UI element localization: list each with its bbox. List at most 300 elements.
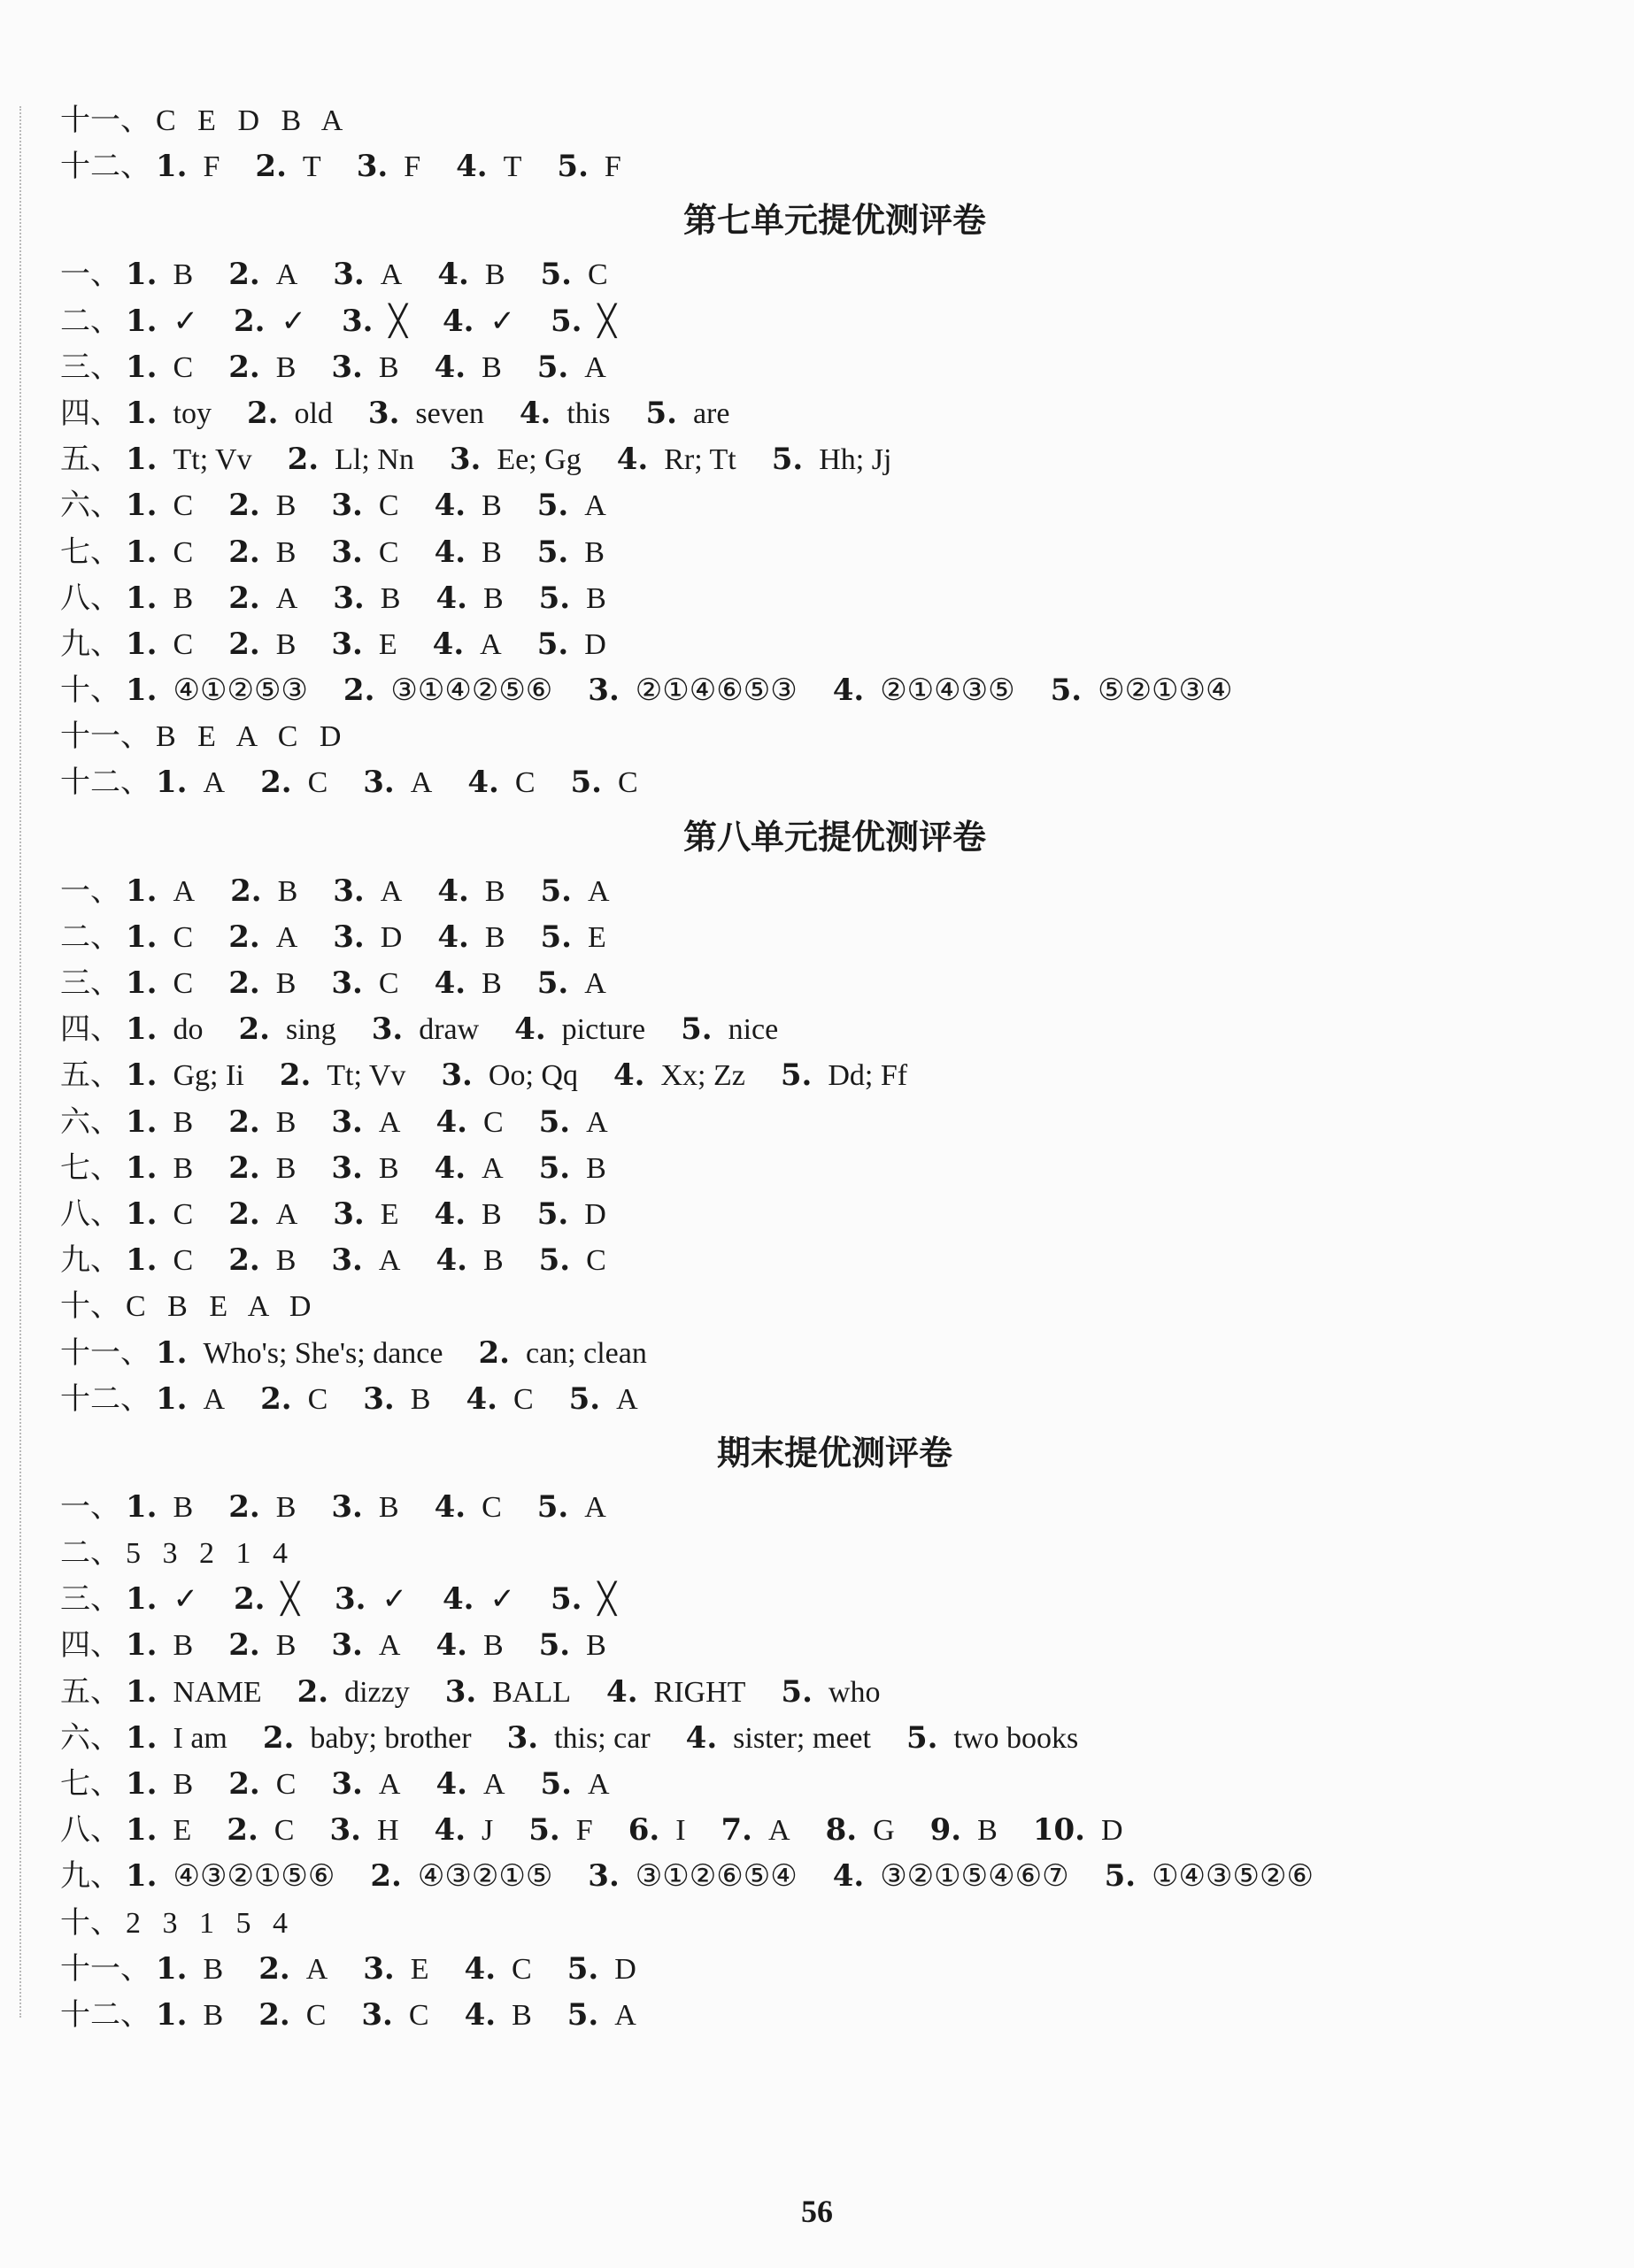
answer-item	[126, 1853, 335, 1900]
answer-item	[357, 143, 420, 190]
question-number: 3.	[331, 965, 363, 1001]
answer-text: ③②①⑤④⑥⑦	[880, 1860, 1069, 1894]
answer-item	[333, 251, 402, 298]
answer-item	[507, 1715, 651, 1762]
answer-text: B	[275, 535, 297, 569]
answer-text: B	[482, 535, 502, 569]
answer-text: B	[977, 1814, 998, 1848]
answer-text: B	[173, 1768, 194, 1801]
question-number: 4.	[434, 1149, 466, 1186]
question-group-label: 八、	[60, 1196, 120, 1232]
answer-text: A	[378, 1768, 401, 1801]
question-number: 3.	[371, 1011, 404, 1048]
question-number: 4.	[616, 442, 649, 478]
answer-item	[126, 529, 193, 576]
question-number: 3.	[331, 1149, 363, 1186]
question-group-label: 九、	[60, 626, 120, 662]
answer-item	[126, 1484, 193, 1531]
answer-text: B	[173, 1105, 194, 1139]
answer-text: B	[584, 535, 605, 569]
answer-text: C	[378, 967, 399, 1000]
answer-text: D	[380, 920, 403, 954]
answer-item	[228, 344, 296, 391]
question-group-label: 十一、	[60, 1334, 150, 1371]
question-group-label: 六、	[60, 1719, 120, 1756]
question-number: 5.	[540, 257, 572, 293]
answer-item	[228, 1145, 296, 1192]
answer-text: A	[584, 489, 606, 523]
question-number: 1.	[126, 1627, 158, 1664]
answer-item	[551, 1576, 616, 1623]
question-number: 5.	[536, 1488, 569, 1525]
answer-item	[551, 298, 616, 345]
answer-item	[520, 390, 611, 437]
question-number: 3.	[333, 257, 365, 293]
question-number: 3.	[329, 1812, 361, 1849]
answer-item	[528, 1807, 592, 1854]
answer-row	[60, 1145, 1512, 1191]
answer-item	[588, 1853, 797, 1900]
answer-text: Xx; Zz	[660, 1059, 745, 1093]
answer-item	[443, 1576, 515, 1623]
answer-row	[60, 344, 1512, 390]
answer-text: Ll; Nn	[335, 443, 414, 477]
answer-item	[445, 1669, 571, 1716]
question-group-label: 九、	[60, 1242, 120, 1279]
answer-text: C	[586, 1244, 606, 1278]
question-number: 4.	[437, 873, 469, 909]
answer-text: A	[380, 258, 403, 292]
answer-item	[435, 344, 502, 391]
question-group-label: 十、	[60, 1288, 120, 1325]
question-number: 5.	[528, 1812, 560, 1849]
answer-text: D	[1100, 1814, 1123, 1848]
answer-item	[228, 914, 297, 961]
answer-text: B	[410, 1382, 431, 1416]
question-number: 2.	[227, 1812, 258, 1849]
answer-text: C	[513, 1382, 534, 1416]
answer-item	[435, 1191, 502, 1238]
answer-text: ②①④⑥⑤③	[635, 674, 798, 708]
answer-item	[258, 1992, 326, 2039]
answer-text: A	[380, 874, 403, 908]
answer-item	[126, 1052, 244, 1099]
answer-item	[930, 1807, 998, 1854]
answer-text: Rr; Tt	[664, 443, 736, 477]
answer-row	[60, 251, 1512, 297]
question-number: 3.	[331, 1103, 363, 1140]
question-number: 4.	[435, 1766, 467, 1802]
question-group-label: 十一、	[60, 1950, 150, 1987]
answer-text: C	[618, 766, 638, 800]
answer-text: C	[173, 1197, 194, 1231]
question-number: 4.	[442, 303, 474, 339]
answer-sequence: 5 3 2 1 4	[126, 1537, 295, 1571]
question-number: 3.	[356, 149, 389, 185]
answer-item	[435, 1622, 503, 1669]
answer-text: ✓	[489, 1583, 515, 1617]
question-number: 2.	[297, 1673, 329, 1710]
answer-item	[826, 1807, 895, 1854]
answer-text: C	[305, 1998, 327, 2032]
answer-text: C	[482, 1490, 502, 1524]
answer-item	[331, 1145, 398, 1192]
question-group-label: 七、	[60, 1766, 120, 1802]
answer-text: B	[275, 967, 297, 1000]
answer-item	[126, 390, 212, 437]
answer-text: B	[482, 489, 502, 523]
answer-text: A	[203, 766, 226, 800]
question-number: 2.	[343, 673, 375, 709]
answer-item	[331, 1761, 400, 1808]
answer-row	[60, 529, 1512, 575]
answer-item	[342, 298, 407, 345]
question-number: 3.	[441, 1057, 473, 1094]
question-number: 6.	[628, 1812, 660, 1849]
answer-row	[60, 575, 1512, 621]
answer-text: C	[307, 1382, 328, 1416]
answer-item	[363, 1376, 430, 1423]
answer-item	[628, 1807, 686, 1854]
answer-text: A	[588, 874, 610, 908]
answer-text: A	[584, 350, 606, 384]
question-number: 5.	[780, 1057, 813, 1094]
question-group-label: 八、	[60, 580, 120, 616]
answer-item	[126, 1761, 193, 1808]
answer-text: Hh; Jj	[819, 443, 892, 477]
answer-text: B	[203, 1952, 224, 1986]
question-number: 3.	[588, 1858, 620, 1895]
question-number: 2.	[260, 765, 292, 801]
answer-item	[126, 1006, 204, 1053]
answer-text: B	[173, 1151, 194, 1185]
answer-text: A	[588, 1768, 610, 1801]
answer-text: B	[484, 874, 505, 908]
answer-item	[435, 482, 502, 529]
answer-item	[368, 390, 484, 437]
answer-item	[833, 667, 1015, 714]
question-number: 4.	[435, 1627, 467, 1664]
answer-text: C	[482, 1105, 504, 1139]
question-number: 2.	[230, 873, 262, 909]
answer-item	[443, 298, 515, 345]
question-group-label: 三、	[60, 1581, 120, 1618]
answer-item	[126, 1191, 193, 1238]
answer-text: F	[203, 150, 220, 184]
answer-row	[60, 713, 1512, 759]
answer-text: G	[873, 1814, 895, 1848]
answer-text: F	[575, 1814, 593, 1848]
question-number: 3.	[331, 1627, 363, 1664]
answer-text: J	[482, 1814, 494, 1848]
question-number: 5.	[567, 1996, 599, 2033]
answer-text: B	[380, 581, 401, 615]
answer-text: D	[584, 627, 606, 661]
answer-text: ╳	[597, 1583, 616, 1617]
answer-text: A	[584, 1490, 606, 1524]
answer-text: Oo; Qq	[488, 1059, 578, 1093]
answer-text: ╳	[597, 304, 616, 338]
answer-row	[60, 1099, 1512, 1145]
question-number: 2.	[228, 257, 260, 293]
answer-text: sing	[286, 1013, 336, 1047]
answer-item	[228, 1099, 296, 1146]
question-number: 2.	[258, 1996, 290, 2033]
question-number: 2.	[246, 395, 279, 431]
answer-row	[60, 143, 1512, 189]
question-number: 5.	[570, 765, 602, 801]
question-number: 4.	[832, 673, 865, 709]
question-number: 3.	[333, 1196, 365, 1232]
answer-item	[537, 960, 606, 1007]
answer-item	[331, 529, 398, 576]
answer-text: Tt; Vv	[173, 443, 252, 477]
answer-item	[335, 1576, 407, 1623]
question-number: 3.	[331, 1242, 363, 1279]
question-group-label: 十二、	[60, 1380, 150, 1417]
answer-item	[541, 868, 610, 915]
question-number: 5.	[557, 149, 589, 185]
question-number: 5.	[536, 1196, 569, 1232]
answer-row	[60, 1761, 1512, 1807]
question-number: 5.	[540, 1766, 572, 1802]
question-number: 4.	[685, 1719, 718, 1756]
answer-text: E	[173, 1814, 192, 1848]
answer-text: picture	[561, 1013, 646, 1047]
answer-item	[258, 1946, 328, 1993]
answer-text: A	[173, 874, 196, 908]
answer-row	[60, 1283, 1512, 1329]
answer-item	[331, 1237, 400, 1284]
answer-item	[126, 482, 193, 529]
question-number: 2.	[287, 442, 320, 478]
answer-item	[126, 868, 195, 915]
answer-item	[372, 1006, 479, 1053]
answer-sequence: B E A C D	[156, 720, 349, 754]
question-number: 1.	[126, 395, 158, 431]
question-number: 1.	[126, 673, 158, 709]
question-number: 1.	[156, 1950, 188, 1987]
answer-item	[781, 1052, 907, 1099]
answer-item	[331, 482, 398, 529]
answer-item	[126, 1669, 262, 1716]
answer-item	[126, 914, 193, 961]
question-group-label: 十一、	[60, 103, 150, 138]
answer-text: D	[614, 1952, 636, 1986]
question-number: 5.	[567, 1950, 599, 1987]
question-number: 1.	[126, 488, 158, 524]
answer-item	[781, 1669, 880, 1716]
answer-item	[681, 1006, 778, 1053]
answer-item	[228, 1484, 296, 1531]
answer-item	[126, 251, 193, 298]
section-title: 期末提优测评卷	[716, 1433, 952, 1472]
answer-item	[441, 1052, 578, 1099]
question-number: 1.	[126, 1719, 158, 1756]
answer-item	[833, 1853, 1069, 1900]
question-number: 4.	[466, 1380, 497, 1417]
answer-text: B	[378, 350, 399, 384]
answer-item	[126, 575, 193, 622]
answer-item	[126, 344, 193, 391]
binding-margin-line	[19, 106, 21, 2018]
question-number: 4.	[435, 580, 467, 616]
question-number: 3.	[444, 1673, 477, 1710]
answer-text: B	[203, 1998, 224, 2032]
answer-text: A	[482, 1768, 505, 1801]
answer-row	[60, 436, 1512, 482]
answer-item	[361, 1992, 428, 2039]
answer-item	[435, 575, 503, 622]
question-number: 3.	[331, 1766, 363, 1802]
question-number: 3.	[588, 673, 620, 709]
answer-text: A	[768, 1814, 790, 1848]
question-group-label: 三、	[60, 349, 120, 385]
question-number: 4.	[434, 1488, 466, 1525]
question-number: 3.	[331, 626, 363, 662]
answer-text: toy	[173, 396, 212, 430]
answer-text: A	[584, 967, 606, 1000]
answer-text: ✓	[173, 1583, 198, 1617]
answer-text: C	[512, 1952, 532, 1986]
question-number: 2.	[260, 1380, 292, 1417]
answer-item	[514, 1006, 645, 1053]
answer-row	[60, 868, 1512, 914]
question-number: 5.	[536, 534, 569, 570]
answer-row	[60, 1992, 1512, 2038]
answer-text: B	[586, 1629, 606, 1663]
answer-item	[537, 529, 605, 576]
question-number: 5.	[568, 1380, 601, 1417]
answer-text: B	[378, 1490, 399, 1524]
answer-text: ②①④③⑤	[880, 674, 1015, 708]
answer-text: ④①②⑤③	[173, 674, 308, 708]
question-number: 2.	[228, 1627, 260, 1664]
question-group-label: 四、	[60, 1627, 120, 1664]
answer-text: ✓	[489, 304, 515, 338]
answer-row	[60, 1191, 1512, 1237]
answer-text: C	[173, 535, 194, 569]
answer-item	[588, 667, 797, 714]
answer-text: dizzy	[344, 1675, 410, 1709]
answer-text: do	[173, 1013, 204, 1047]
answer-item	[537, 1191, 606, 1238]
question-number: 4.	[434, 349, 466, 385]
answer-item	[541, 1761, 610, 1808]
answer-text: B	[482, 350, 502, 384]
answer-item	[126, 436, 252, 483]
question-number: 5.	[536, 626, 569, 662]
answer-item	[906, 1715, 1078, 1762]
answer-text: ③①②⑥⑤④	[635, 1860, 798, 1894]
answer-item	[537, 344, 606, 391]
answer-item	[331, 960, 398, 1007]
answer-text: ✓	[173, 304, 198, 338]
question-group-label: 二、	[60, 303, 120, 339]
question-number: 5.	[540, 919, 572, 955]
answer-item	[260, 1376, 328, 1423]
question-number: 3.	[449, 442, 482, 478]
question-number: 3.	[333, 919, 365, 955]
answer-text: A	[614, 1998, 636, 2032]
answer-item	[333, 575, 400, 622]
answer-item	[126, 1237, 193, 1284]
answer-item	[539, 1237, 606, 1284]
question-group-label: 二、	[60, 919, 120, 955]
answer-item	[228, 1191, 297, 1238]
answer-item	[288, 436, 414, 483]
question-number: 3.	[333, 873, 365, 909]
answer-text: B	[275, 627, 297, 661]
answer-item	[331, 344, 398, 391]
answer-text: F	[404, 150, 421, 184]
question-number: 1.	[156, 765, 188, 801]
answer-item	[569, 1376, 638, 1423]
question-number: 5.	[1104, 1858, 1137, 1895]
answer-text: C	[408, 1998, 429, 2032]
answer-item	[1033, 1807, 1123, 1854]
answer-text: B	[586, 1151, 606, 1185]
answer-item	[126, 1576, 198, 1623]
answer-text: H	[376, 1814, 399, 1848]
question-number: 2.	[228, 1766, 260, 1802]
answer-item	[435, 1484, 502, 1531]
answer-item	[228, 529, 296, 576]
answer-item	[435, 1099, 503, 1146]
answer-item	[228, 575, 297, 622]
question-number: 5.	[538, 1103, 571, 1140]
question-number: 3.	[363, 1950, 395, 1987]
question-number: 4.	[435, 1103, 467, 1140]
answer-text: ╳	[281, 1583, 299, 1617]
answer-item	[772, 436, 892, 483]
question-number: 4.	[434, 534, 466, 570]
answer-text: A	[410, 766, 433, 800]
question-group-label: 十一、	[60, 719, 150, 755]
question-number: 5.	[1050, 673, 1083, 709]
answer-item	[228, 1761, 296, 1808]
answer-text: B	[275, 1490, 297, 1524]
answer-text: ✓	[382, 1583, 407, 1617]
question-number: 4.	[514, 1011, 546, 1048]
question-group-label: 十二、	[60, 149, 150, 185]
answer-item	[234, 1576, 299, 1623]
question-number: 1.	[156, 1334, 188, 1371]
question-group-label: 七、	[60, 1149, 120, 1186]
question-number: 10.	[1032, 1812, 1085, 1849]
answer-text: Dd; Ff	[828, 1059, 908, 1093]
answer-text: C	[274, 1814, 295, 1848]
answer-item	[255, 143, 320, 190]
question-number: 1.	[126, 919, 158, 955]
answer-row	[60, 1330, 1512, 1376]
question-number: 2.	[234, 303, 266, 339]
answer-item	[435, 1807, 494, 1854]
answer-item	[280, 1052, 406, 1099]
answer-item	[156, 1946, 223, 1993]
answer-text: B	[482, 1244, 504, 1278]
answer-text: C	[173, 627, 194, 661]
question-number: 4.	[464, 1996, 497, 2033]
answer-item	[363, 1946, 428, 1993]
answer-item	[156, 1376, 225, 1423]
question-number: 2.	[228, 1149, 260, 1186]
question-number: 5.	[536, 488, 569, 524]
answer-text: ⑤②①③④	[1098, 674, 1233, 708]
question-group-label: 二、	[60, 1535, 120, 1572]
answer-text: A	[305, 1952, 328, 1986]
answer-item	[435, 1761, 505, 1808]
